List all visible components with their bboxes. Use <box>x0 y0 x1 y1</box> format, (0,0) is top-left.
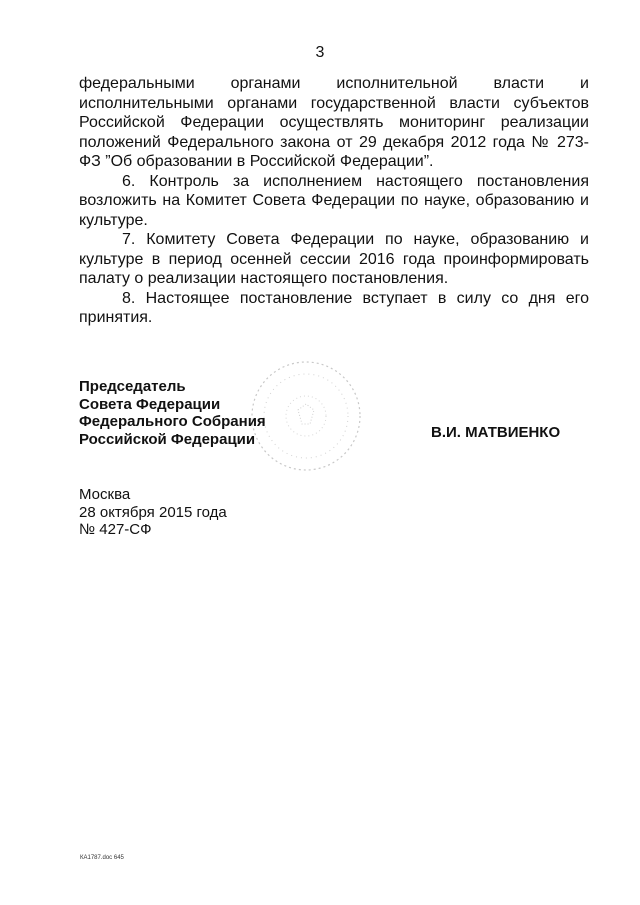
place-and-date <box>79 486 227 539</box>
city: Москва <box>79 486 131 503</box>
signatory-title-line: Российской Федерации <box>79 430 256 448</box>
paragraph-continuation: федеральными органами исполнительной власти и исполнительными органами государственной власти субъектов Российской Федерации осуществлять мониторинг реализации положений Федерального закона от 29 декабря 2012 года № 273-ФЗ ”Об образовании в Российской Федерации”. <box>79 75 589 170</box>
paragraph-item-6: 6. Контроль за исполнением настоящего постановления возложить на Комитет Совета Федерации по науке, образованию и культуре. <box>79 172 589 229</box>
document-date: 28 октября 2015 года <box>79 503 227 521</box>
signatory-title <box>79 378 279 448</box>
signatory-title-line: Председатель <box>79 378 186 395</box>
signatory-title-line: Федерального Собрания <box>79 413 266 430</box>
paragraph-item-7: 7. Комитету Совета Федерации по науке, образованию и культуре в период осенней сессии 2016 года проинформировать палату о реализации настоящего постановления. <box>79 231 589 287</box>
document-number: № 427-СФ <box>79 521 152 538</box>
signatory-name: В.И. МАТВИЕНКО <box>431 424 561 441</box>
footer-file-code: КА1787.doc 645 <box>80 855 124 861</box>
paragraph-item-8: 8. Настоящее постановление вступает в силу со дня его принятия. <box>79 289 589 326</box>
signatory-title-line: Совета Федерации <box>79 395 221 413</box>
page-number: 3 <box>315 44 325 61</box>
document-body <box>79 74 589 328</box>
